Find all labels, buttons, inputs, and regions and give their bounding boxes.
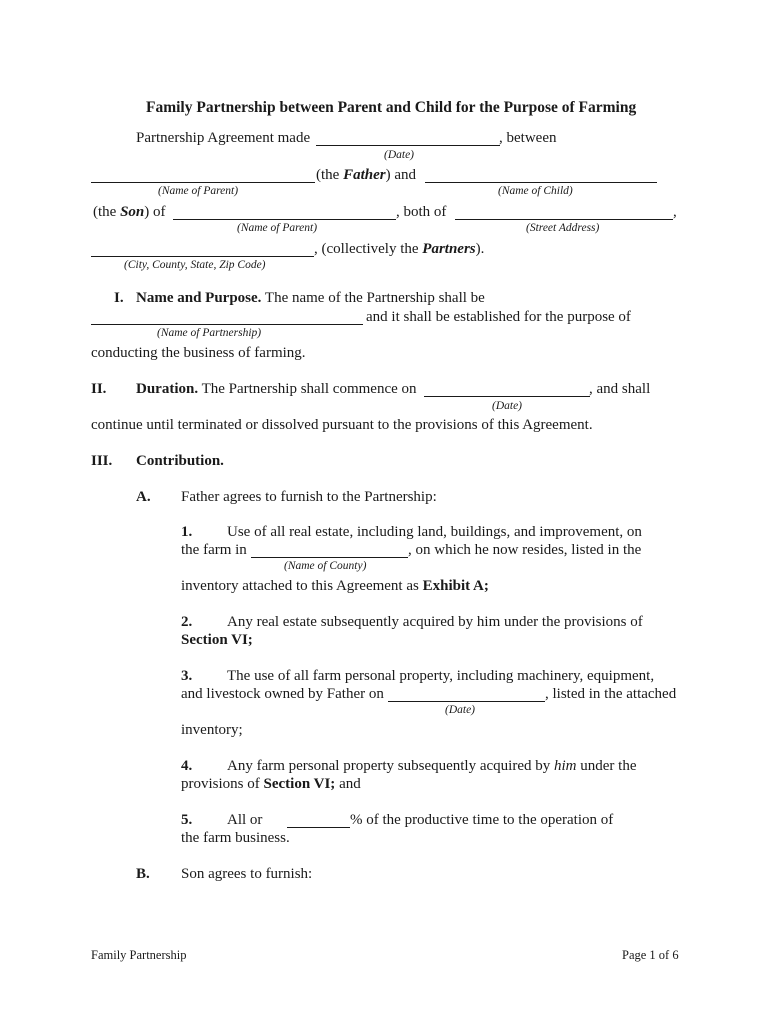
street-address-blank[interactable]: [455, 219, 673, 220]
section-1-heading: Name and Purpose. The name of the Partnership shall be: [136, 290, 485, 306]
parent-caption-2: (Name of Parent): [237, 222, 318, 234]
section-3-heading: Contribution.: [136, 453, 224, 469]
city-caption: (City, County, State, Zip Code): [124, 259, 266, 271]
city-blank[interactable]: [91, 256, 314, 257]
parent-name-blank-2[interactable]: [173, 219, 396, 220]
commence-date-caption: (Date): [492, 400, 523, 412]
livestock-date-caption: (Date): [445, 704, 476, 716]
item-4-line-1: Any farm personal property subsequently acquired by him under the: [227, 758, 637, 774]
section-2-number: II.: [91, 381, 107, 397]
section-3-number: III.: [91, 453, 113, 469]
livestock-date-blank[interactable]: [388, 701, 545, 702]
item-2-number: 2.: [181, 614, 193, 630]
street-caption: (Street Address): [526, 222, 600, 234]
item-5-line-1b: % of the productive time to the operation of: [350, 812, 614, 828]
item-2-line-2: Section VI;: [181, 632, 253, 648]
item-5-line-1a: All or: [227, 812, 263, 828]
section-2-text-3: continue until terminated or dissolved pursuant to the provisions of this Agreement.: [91, 417, 593, 433]
intro-between-text: , between: [499, 130, 557, 146]
document-title: Family Partnership between Parent and Child for the Purpose of Farming: [146, 99, 637, 116]
page-number: Page 1 of 6: [622, 948, 679, 962]
item-2-line-1: Any real estate subsequently acquired by him under the provisions of: [227, 614, 643, 630]
item-1-number: 1.: [181, 524, 193, 540]
subsection-a-text: Father agrees to furnish to the Partnership:: [181, 489, 437, 505]
son-label: (the Son) of: [93, 204, 166, 220]
child-caption: (Name of Child): [498, 185, 573, 197]
section-1-text-3: conducting the business of farming.: [91, 345, 306, 361]
commence-date-blank[interactable]: [424, 396, 590, 397]
date-blank-1[interactable]: [316, 145, 500, 146]
partnership-name-blank[interactable]: [91, 324, 363, 325]
item-1-line-1: Use of all real estate, including land, buildings, and improvement, on: [227, 524, 642, 540]
footer-left: Family Partnership: [91, 948, 187, 962]
item-4-line-2: provisions of Section VI; and: [181, 776, 361, 792]
partners-label: , (collectively the Partners).: [314, 241, 485, 257]
subsection-b-label: B.: [136, 866, 150, 882]
item-5-line-2: the farm business.: [181, 830, 290, 846]
date-caption-1: (Date): [384, 149, 415, 161]
intro-made-text: Partnership Agreement made: [136, 130, 311, 146]
comma-text: ,: [673, 204, 677, 220]
father-label: (the Father) and: [316, 167, 416, 183]
county-caption: (Name of County): [284, 560, 367, 572]
section-1-number: I.: [114, 290, 124, 306]
item-3-line-3: inventory;: [181, 722, 243, 738]
item-3-line-1: The use of all farm personal property, including machinery, equipment,: [227, 668, 655, 684]
parent-name-blank[interactable]: [91, 182, 315, 183]
subsection-b-text: Son agrees to furnish:: [181, 866, 313, 882]
child-name-blank[interactable]: [425, 182, 657, 183]
item-3-line-2a: and livestock owned by Father on: [181, 686, 384, 702]
item-3-number: 3.: [181, 668, 193, 684]
item-4-number: 4.: [181, 758, 193, 774]
section-2-text-2: , and shall: [589, 381, 651, 397]
partnership-caption: (Name of Partnership): [157, 327, 262, 339]
subsection-a-label: A.: [136, 489, 151, 505]
county-blank[interactable]: [251, 557, 408, 558]
item-1-line-3: inventory attached to this Agreement as Exhibit A;: [181, 578, 489, 594]
item-1-line-2a: the farm in: [181, 542, 247, 558]
section-2-heading: Duration. The Partnership shall commence on: [136, 381, 417, 397]
item-5-number: 5.: [181, 812, 193, 828]
parent-caption: (Name of Parent): [158, 185, 239, 197]
section-1-text-2: and it shall be established for the purpose of: [366, 309, 631, 325]
item-3-line-2b: , listed in the attached: [545, 686, 677, 702]
both-of-text: , both of: [396, 204, 447, 220]
percent-blank[interactable]: [287, 827, 350, 828]
item-1-line-2b: , on which he now resides, listed in the: [408, 542, 642, 558]
